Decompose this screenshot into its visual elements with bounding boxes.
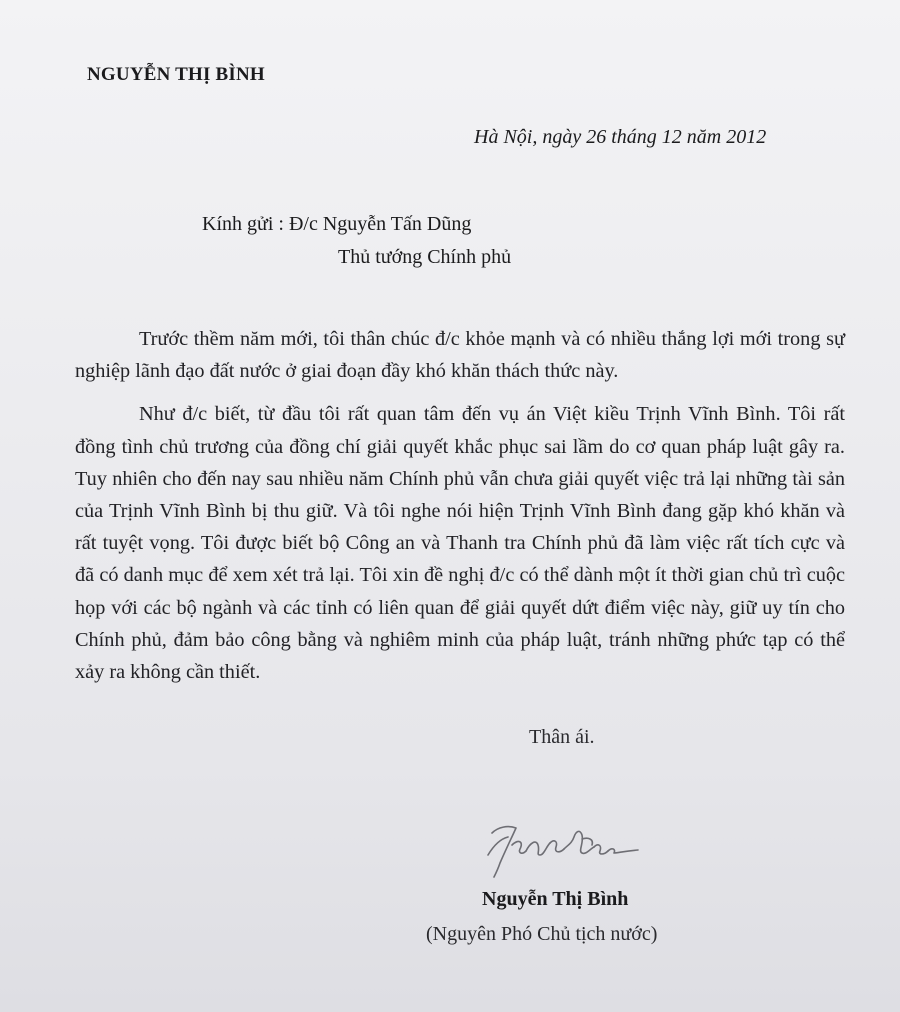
signer-name: Nguyễn Thị Bình [482,888,629,910]
recipient-line-1: Kính gửi : Đ/c Nguyễn Tấn Dũng [202,213,472,235]
handwritten-signature [478,815,648,885]
letter-date: Hà Nội, ngày 26 tháng 12 năm 2012 [474,126,767,148]
body-paragraph-1: Trước thềm năm mới, tôi thân chúc đ/c khỏe mạnh và có nhiều thắng lợi mới trong sự nghiệp lãnh đạo đất nước ở giai đoạn đầy khó khăn thách thức này. [75,328,845,383]
recipient-line-2: Thủ tướng Chính phủ [338,246,512,268]
signer-title: (Nguyên Phó Chủ tịch nước) [426,923,658,945]
body-paragraph-2: Như đ/c biết, từ đầu tôi rất quan tâm đến vụ án Việt kiều Trịnh Vĩnh Bình. Tôi rất đồng tình chủ trương của đồng chí giải quyết khắc phục sai lầm do cơ quan pháp luật gây ra. Tuy nhiên cho đến nay sau nhiều năm Chính phủ vẫn chưa giải quyết việc trả lại những tài sản của Trịnh Vĩnh Bình bị thu giữ. Và tôi nghe nói hiện Trịnh Vĩnh Bình đang gặp khó khăn và rất tuyệt vọng. Tôi được biết bộ Công an và Thanh tra Chính phủ đã làm việc rất tích cực và đã có danh mục để xem xét trả lại. Tôi xin đề nghị đ/c có thể dành một ít thời gian chủ trì cuộc họp với các bộ ngành và các tỉnh có liên quan để giải quyết dứt điểm việc này, giữ uy tín cho Chính phủ, đảm bảo công bằng và nghiêm minh của pháp luật, tránh những phức tạp có thể xảy ra không cần thiết. [75,403,845,684]
closing-salutation: Thân ái. [529,726,595,748]
letter-body [75,323,845,688]
recipient-block [202,208,511,274]
sender-name: NGUYỄN THỊ BÌNH [87,64,265,85]
